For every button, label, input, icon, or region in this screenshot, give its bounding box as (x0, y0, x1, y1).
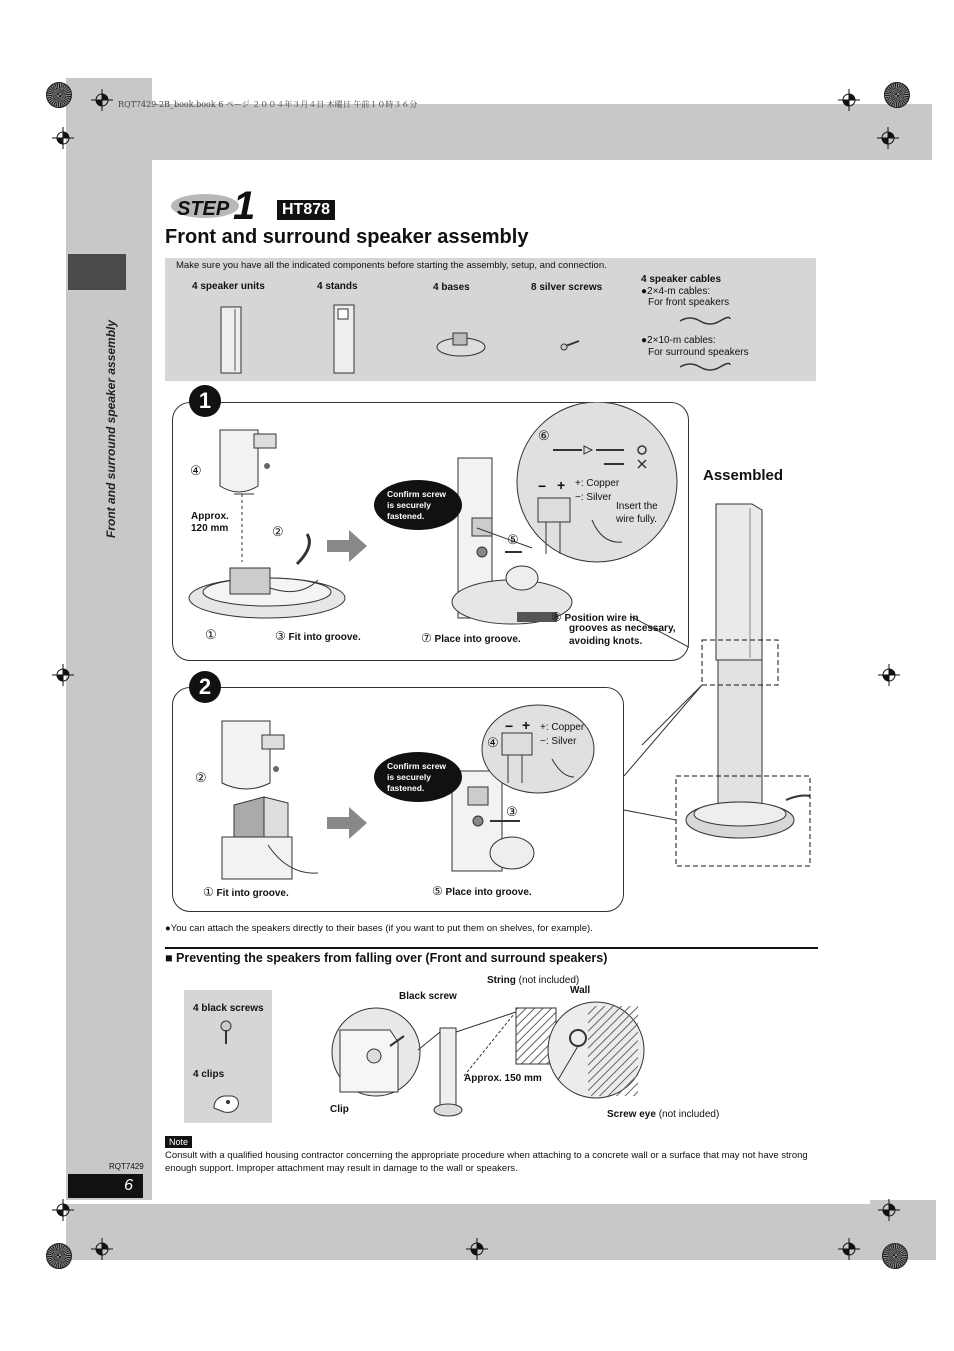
step-word: STEP (177, 198, 230, 220)
star-target-icon (46, 82, 72, 108)
wall-fixing-illustration (330, 1000, 650, 1125)
wall-label: Wall (570, 985, 591, 996)
registration-mark-icon (52, 664, 74, 686)
p1-step5-num: ⑤ (507, 532, 519, 547)
registration-mark-icon (838, 89, 860, 111)
model-badge: HT878 (277, 200, 335, 220)
side-tab-marker (68, 254, 126, 290)
p2-confirm-callout: Confirm screw is securely fastened. (374, 752, 462, 802)
page-number: 6 (68, 1174, 143, 1198)
p1-approx-mm: 120 mm (191, 523, 229, 534)
speaker-units-label: 4 speaker units (192, 281, 265, 292)
step-number: 1 (233, 184, 256, 221)
cable-surround-line1: ●2×10-m cables: (641, 335, 716, 346)
p1-insert-line1: Insert the (616, 501, 658, 512)
registration-mark-icon (877, 127, 899, 149)
cable-front-line2: For front speakers (648, 297, 730, 308)
assembled-label: Assembled (703, 467, 784, 484)
clips-label: 4 clips (193, 1069, 225, 1080)
p1-step8-line1: ⑧ Position wire in (551, 610, 639, 624)
p1-step1-num: ① (205, 627, 217, 642)
p1-step7-label: ⑦ Place into groove. (421, 631, 521, 645)
screws-label: 8 silver screws (531, 282, 603, 293)
p1-silver: −: Silver (575, 492, 612, 503)
cables-label: 4 speaker cables (641, 274, 722, 285)
p2-silver: −: Silver (540, 736, 577, 747)
approx-150-label: Approx. 150 mm (464, 1073, 542, 1084)
p2-minus: − (505, 718, 514, 734)
section-rule (165, 947, 818, 949)
panel-1-number: 1 (189, 385, 221, 417)
accessories-illustration (184, 1020, 272, 1120)
components-illustration (165, 295, 816, 381)
p1-approx: Approx. (191, 511, 229, 522)
p1-step6-num: ⑥ (538, 428, 550, 443)
cable-front-icon (680, 317, 730, 324)
speaker-unit-icon (221, 307, 241, 373)
p1-step8-line3: avoiding knots. (569, 636, 643, 647)
page-title: Front and surround speaker assembly (165, 226, 529, 248)
p2-step1-label: ① Fit into groove. (203, 885, 289, 899)
star-target-icon (884, 82, 910, 108)
section-heading: ■ Preventing the speakers from falling over (Front and surround speakers) (165, 951, 608, 965)
p1-step2-num: ② (272, 524, 284, 539)
star-target-icon (882, 1243, 908, 1269)
p2-step4-num: ④ (487, 735, 499, 750)
p1-step4-num: ④ (190, 463, 202, 478)
step-badge (167, 183, 265, 221)
silver-screw-icon (561, 341, 579, 350)
top-bleed-band (66, 104, 932, 160)
clip-icon (214, 1096, 238, 1112)
registration-mark-icon (878, 1199, 900, 1221)
registration-mark-icon (91, 89, 113, 111)
black-screws-label: 4 black screws (193, 1003, 264, 1014)
registration-mark-icon (466, 1238, 488, 1260)
stands-label: 4 stands (317, 281, 358, 292)
registration-mark-icon (52, 1199, 74, 1221)
doc-code: RQT7429 (109, 1162, 144, 1171)
cable-surround-icon (680, 363, 730, 370)
p2-step2-num: ② (195, 770, 207, 785)
clip-label: Clip (330, 1104, 349, 1115)
bases-label: 4 bases (433, 282, 470, 293)
cable-surround-line2: For surround speakers (648, 347, 749, 358)
registration-mark-icon (52, 127, 74, 149)
p1-minus: − (538, 478, 547, 494)
p1-plus: + (557, 477, 566, 493)
p1-step8-line2: grooves as necessary, (569, 623, 676, 634)
registration-mark-icon (878, 664, 900, 686)
note-tag: Note (165, 1136, 192, 1148)
components-intro: Make sure you have all the indicated components before starting the assembly, setup, and connection. (176, 260, 607, 271)
registration-mark-icon (91, 1238, 113, 1260)
panel-2-number: 2 (189, 671, 221, 703)
cable-front-line1: ●2×4-m cables: (641, 286, 711, 297)
p1-insert-line2: wire fully. (616, 514, 657, 525)
p2-plus: + (522, 717, 531, 733)
p1-confirm-callout: Confirm screw is securely fastened. (374, 480, 462, 530)
side-title: Front and surround speaker assembly (104, 319, 118, 538)
bullet-note: ●You can attach the speakers directly to their bases (if you want to put them on shelves, for example). (165, 923, 593, 934)
black-screw-label: Black screw (399, 991, 457, 1002)
p2-step3-num: ③ (506, 804, 518, 819)
file-info-line: RQT7429-2B_book.book 6 ページ ２００４年３月４日 木曜日 午前１０時３６分 (118, 100, 418, 109)
p2-copper: +: Copper (540, 722, 585, 733)
bottom-bleed-band (66, 1204, 936, 1260)
registration-mark-icon (838, 1238, 860, 1260)
p1-copper: +: Copper (575, 478, 620, 489)
stand-icon (334, 305, 354, 373)
assembled-speaker-illustration (620, 490, 820, 870)
p2-step5-label: ⑤ Place into groove. (432, 884, 532, 898)
p1-step3-label: ③ Fit into groove. (275, 629, 361, 643)
note-text: Consult with a qualified housing contractor concerning the appropriate procedure when attaching to a concrete wall or a surface that may not have strong enough support. Improper attachment may result in damage to the wall or speakers. (165, 1150, 808, 1174)
string-label: String (not included) (487, 975, 580, 986)
black-screw-icon (221, 1021, 231, 1044)
screw-eye-label: Screw eye (not included) (607, 1109, 720, 1120)
star-target-icon (46, 1243, 72, 1269)
base-icon (437, 333, 485, 356)
